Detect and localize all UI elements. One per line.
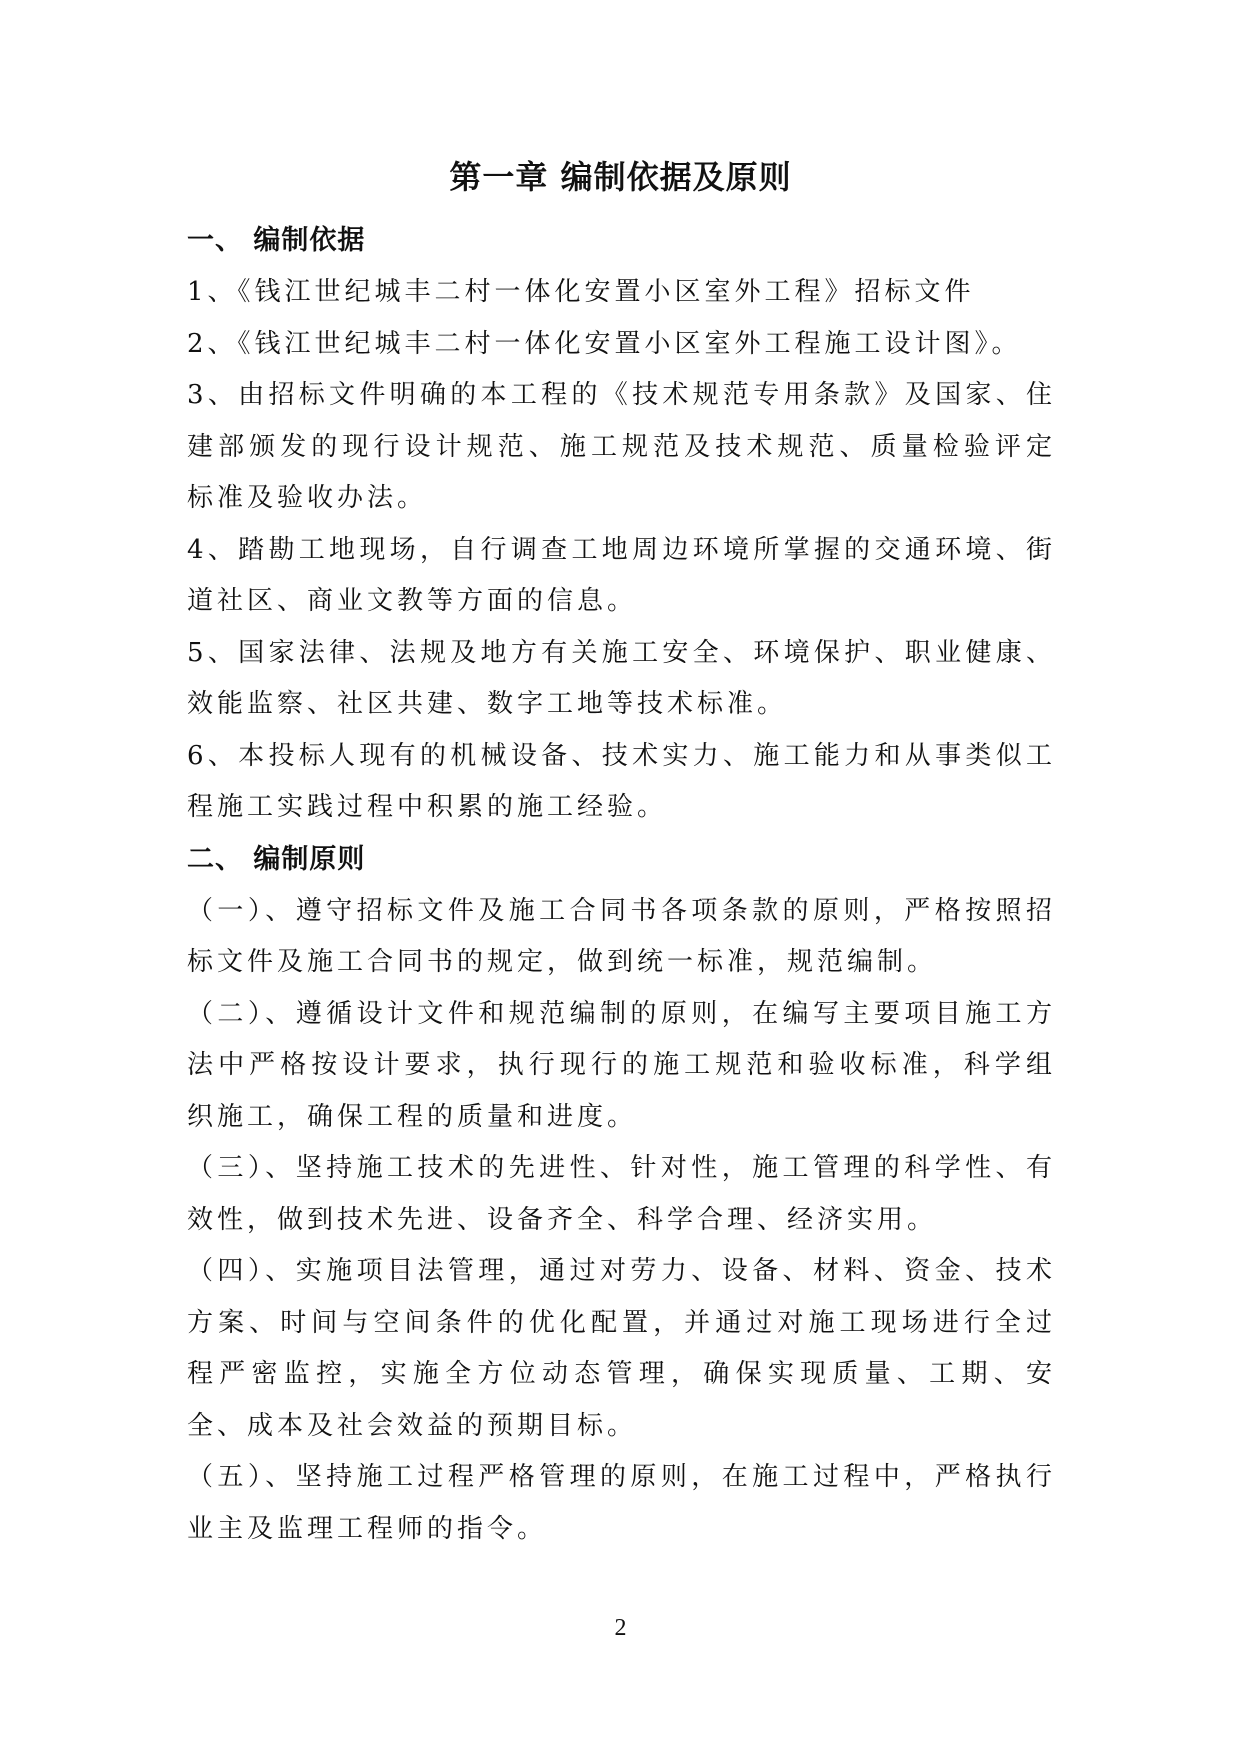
- document-body: [187, 215, 1056, 1555]
- chapter-title: 第一章 编制依据及原则: [449, 158, 792, 196]
- basis-item-4: 4、踏勘工地现场，自行调查工地周边环境所掌握的交通环境、街道社区、商业文教等方面的信息。: [187, 534, 1056, 616]
- section-basis: [187, 215, 1056, 834]
- principle-item-2: （二）、遵循设计文件和规范编制的原则，在编写主要项目施工方法中严格按设计要求，执行现行的施工规范和验收标准，科学组织施工，确保工程的质量和进度。: [187, 998, 1056, 1132]
- principle-item-5: （五）、坚持施工过程严格管理的原则，在施工过程中，严格执行业主及监理工程师的指令。: [187, 1462, 1056, 1544]
- page-number: 2: [614, 1615, 627, 1641]
- basis-item-5: 5、国家法律、法规及地方有关施工安全、环境保护、职业健康、效能监察、社区共建、数字工地等技术标准。: [187, 637, 1056, 719]
- principle-item-3: （三）、坚持施工技术的先进性、针对性，施工管理的科学性、有效性，做到技术先进、设备齐全、科学合理、经济实用。: [187, 1153, 1056, 1235]
- basis-item-2: 2、《钱江世纪城丰二村一体化安置小区室外工程施工设计图》。: [187, 328, 1022, 359]
- principle-item-4: （四）、实施项目法管理，通过对劳力、设备、材料、资金、技术方案、时间与空间条件的优化配置，并通过对施工现场进行全过程严密监控，实施全方位动态管理，确保实现质量、工期、安全、成本及社会效益的预期目标。: [187, 1256, 1056, 1441]
- principle-item-1: （一）、遵守招标文件及施工合同书各项条款的原则，严格按照招标文件及施工合同书的规定，做到统一标准，规范编制。: [187, 895, 1056, 977]
- section-heading-basis: 一、 编制依据: [187, 225, 366, 256]
- basis-item-1: 1、《钱江世纪城丰二村一体化安置小区室外工程》招标文件: [187, 277, 975, 307]
- basis-item-3: 3、由招标文件明确的本工程的《技术规范专用条款》及国家、住建部颁发的现行设计规范、施工规范及技术规范、质量检验评定标准及验收办法。: [187, 380, 1056, 513]
- section-heading-principles: 二、 编制原则: [187, 843, 366, 875]
- basis-item-6: 6、本投标人现有的机械设备、技术实力、施工能力和从事类似工程施工实践过程中积累的施工经验。: [187, 740, 1056, 822]
- section-principles: [187, 834, 1056, 1556]
